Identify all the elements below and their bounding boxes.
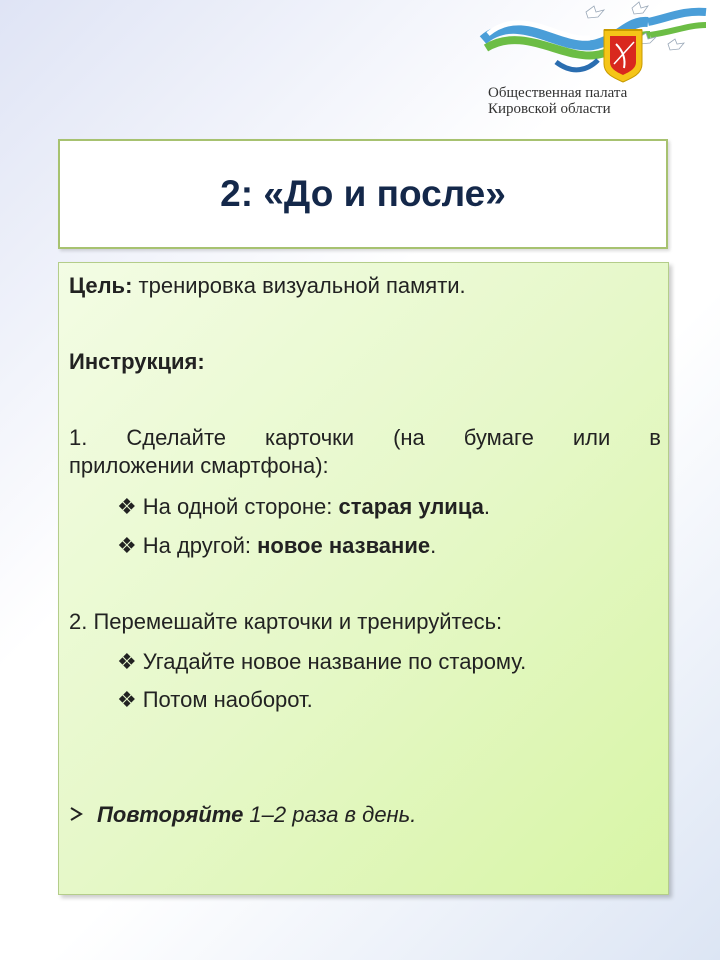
- diamond-bullet-icon: ❖: [117, 494, 137, 519]
- instruction-heading: [69, 348, 205, 375]
- repeat-bold: Повторяйте: [97, 802, 244, 827]
- diamond-bullet-icon: ❖: [117, 533, 137, 558]
- step2-item: [117, 648, 526, 675]
- repeat-rest: 1–2 раза в день.: [243, 802, 417, 827]
- goal-line: [69, 272, 466, 299]
- item-suffix: .: [483, 494, 490, 519]
- step1-word: Сделайте: [126, 425, 227, 450]
- step1-word: (на: [393, 425, 425, 450]
- item-suffix: .: [430, 533, 437, 558]
- repeat-line: [69, 801, 416, 828]
- diamond-bullet-icon: ❖: [117, 687, 137, 712]
- slide-title: 2: «До и после»: [220, 173, 506, 214]
- org-name-line2: Кировской области: [488, 101, 611, 117]
- coat-of-arms-icon: [604, 30, 642, 82]
- item-prefix: На другой:: [142, 533, 258, 558]
- goal-label: Цель:: [69, 273, 133, 298]
- diamond-bullet-icon: ❖: [117, 649, 137, 674]
- item-text: Потом наоборот.: [142, 687, 313, 712]
- step1-line2: приложении смартфона):: [69, 453, 329, 478]
- arrow-bullet-icon: [69, 801, 85, 828]
- item-text: Угадайте новое название по старому.: [142, 649, 527, 674]
- step1-word: бумаге: [463, 425, 534, 450]
- step1-word: карточки: [265, 425, 355, 450]
- step1-word: или: [572, 425, 611, 450]
- step2-item: [117, 686, 313, 713]
- step2-title: 2. Перемешайте карточки и тренируйтесь:: [69, 609, 503, 634]
- step1-word: 1.: [69, 425, 88, 450]
- instruction-label: Инструкция:: [69, 349, 205, 374]
- step1-line1: [69, 424, 661, 451]
- step1-word: в: [649, 425, 661, 450]
- title-box: [58, 139, 668, 249]
- step1-item: [117, 493, 490, 520]
- item-prefix: На одной стороне:: [142, 494, 339, 519]
- step1-item: [117, 532, 436, 559]
- goal-text: тренировка визуальной памяти.: [132, 273, 466, 298]
- org-name-line1: Общественная палата: [488, 85, 628, 101]
- content-box: [58, 262, 669, 895]
- item-bold: новое название: [257, 533, 431, 558]
- item-bold: старая улица: [338, 494, 484, 519]
